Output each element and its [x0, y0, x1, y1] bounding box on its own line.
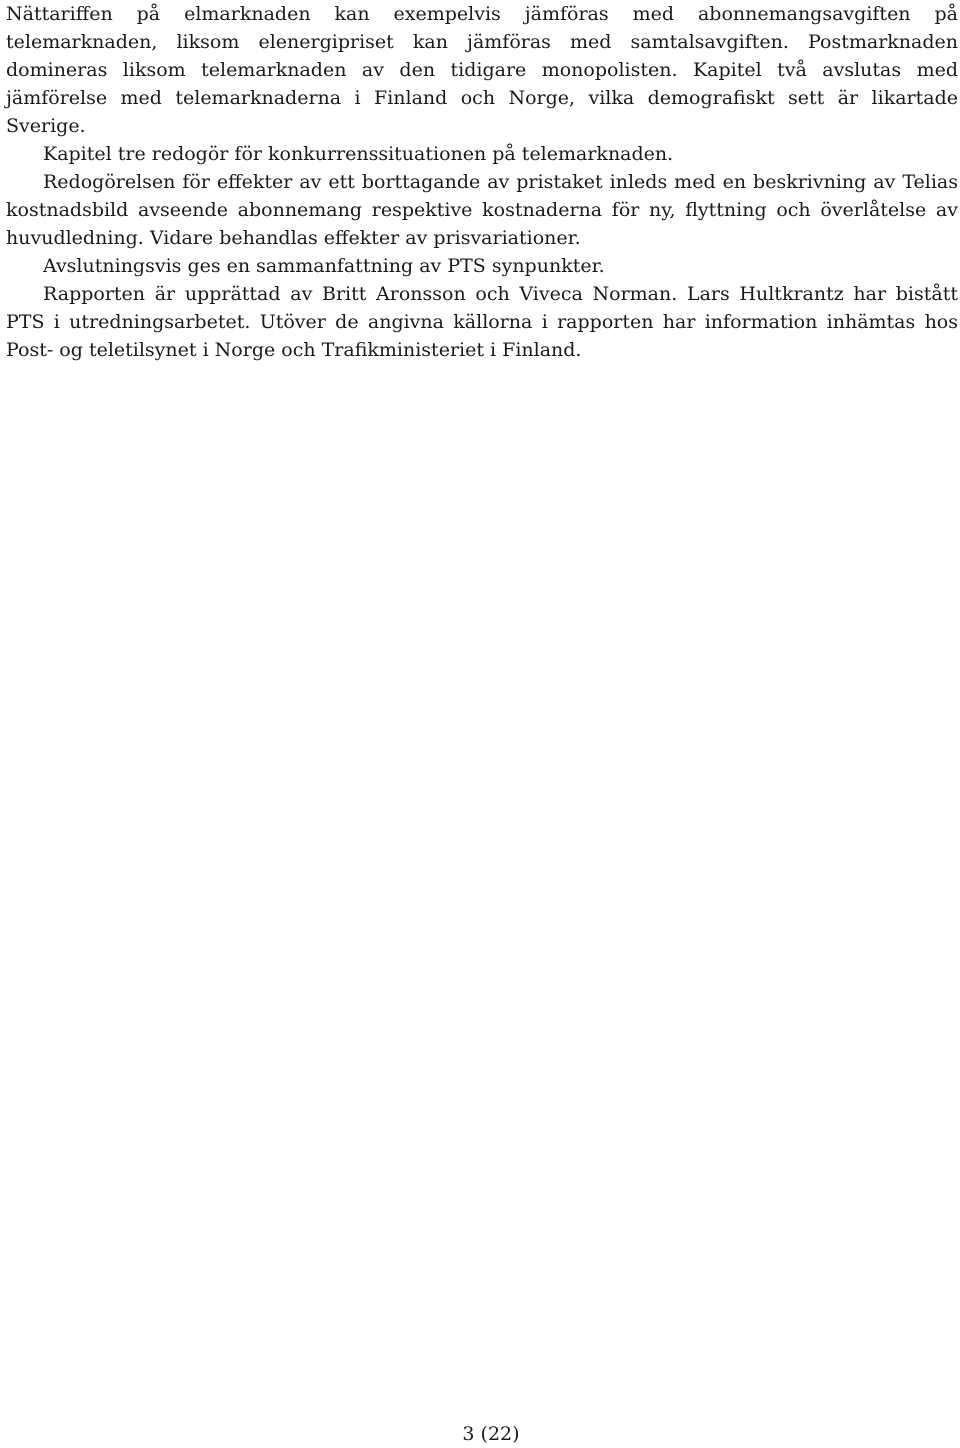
- paragraph-summary: Avslutningsvis ges en sammanfattning av PTS synpunkter.: [43, 255, 605, 277]
- paragraph-market-comparison: Nättariffen på elmarknaden kan exempelvis jämföras med abonnemangsavgiften på telemarknaden, liksom elenergipriset kan jämföras med samtalsavgiften. Postmarknaden domineras liksom telemarknaden av den tidigare monopolisten. Kapitel två avslutas med jämförelse med telemarknaderna i Finland och Norge, vilka demografiskt sett är likartade Sverige.: [6, 3, 958, 137]
- paragraph-price-cap-effects: Redogörelsen för effekter av ett borttagande av pristaket inleds med en beskrivning av Telias kostnadsbild avseende abonnemang respektive kostnaderna för ny, flyttning och överlåtelse av huvudledning. Vidare behandlas effekter av prisvariationer.: [6, 171, 958, 249]
- paragraph-authors: Rapporten är upprättad av Britt Aronsson och Viveca Norman. Lars Hultkrantz har bistått PTS i utredningsarbetet. Utöver de angivna källorna i rapporten har information inhämtas hos Post- og teletilsynet i Norge och Trafikministeriet i Finland.: [6, 283, 958, 361]
- document-body: [6, 0, 958, 364]
- document-page: [6, 0, 958, 1448]
- page-number: 3 (22): [462, 1423, 520, 1445]
- paragraph-chapter-three: Kapitel tre redogör för konkurrenssituationen på telemarknaden.: [43, 143, 674, 165]
